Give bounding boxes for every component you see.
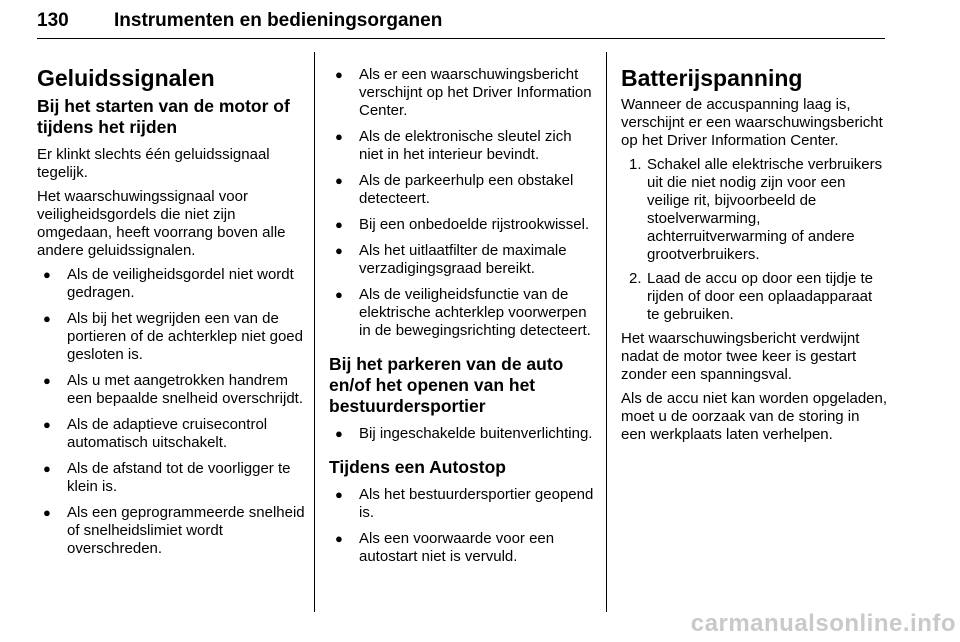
subheading-autostop: Tijdens een Autostop xyxy=(329,457,506,477)
list-item: ● Als de afstand tot de voorligger te klein is. xyxy=(43,460,291,495)
bullet-icon: ● xyxy=(335,287,343,302)
list-item: ● Als het bestuurdersportier geopend is. xyxy=(335,486,594,521)
list-item: ● Bij ingeschakelde buitenverlichting. xyxy=(335,425,593,442)
list-item: ● Als de parkeerhulp een obstakel detecteert. xyxy=(335,172,574,207)
numbered-list xyxy=(621,156,887,324)
list-item: ● Als de elektronische sleutel zich niet in het interieur bevindt. xyxy=(335,128,572,163)
paragraph: Wanneer de accuspanning laag is, verschijnt er een waarschuwingsbericht op het Driver Information Center. xyxy=(621,96,883,149)
column-3 xyxy=(621,52,887,450)
heading-geluidssignalen: Geluidssignalen xyxy=(37,65,215,91)
column-divider-1 xyxy=(314,52,315,612)
column-divider-2 xyxy=(606,52,607,612)
bullet-icon: ● xyxy=(43,417,51,432)
paragraph: Het waarschuwingsbericht verdwijnt nadat de motor twee keer is gestart zonder een spanningsval. xyxy=(621,330,860,383)
bullet-icon: ● xyxy=(43,505,51,520)
bullet-icon: ● xyxy=(335,217,343,232)
bullet-icon: ● xyxy=(43,461,51,476)
bullet-icon: ● xyxy=(43,267,51,282)
paragraph: Als de accu niet kan worden opgeladen, moet u de oorzaak van de storing in een werkplaats laten verhelpen. xyxy=(621,390,888,443)
list-item: 1. Schakel alle elektrische verbruikers uit die niet nodig zijn voor een veilige rit, bijvoorbeeld de stoelverwarming, achterruitverwarming of andere grootverbruikers. xyxy=(629,156,883,263)
page-header xyxy=(37,2,885,39)
list-item: ● Als bij het wegrijden een van de portieren of de achterklep niet goed gesloten is. xyxy=(43,310,303,363)
list-item: ● Als u met aangetrokken handrem een bepaalde snelheid overschrijdt. xyxy=(43,372,303,407)
paragraph: Er klinkt slechts één geluidssignaal tegelijk. xyxy=(37,146,270,181)
bullet-icon: ● xyxy=(335,173,343,188)
list-item: ● Als een voorwaarde voor een autostart niet is vervuld. xyxy=(335,530,555,565)
section-title: Instrumenten en bedieningsorganen xyxy=(114,10,443,31)
paragraph: Het waarschuwingssignaal voor veiligheidsgordels die niet zijn omgedaan, heeft voorrang boven alle andere geluidssignalen. xyxy=(37,188,286,259)
watermark: carmanualsonline.info xyxy=(690,610,956,637)
list-item: ● Als de veiligheidsfunctie van de elektrische achterklep voorwerpen in de bewegingsrichting detecteert. xyxy=(335,286,591,339)
bullet-icon: ● xyxy=(335,243,343,258)
bullet-icon: ● xyxy=(335,426,343,441)
bullet-icon: ● xyxy=(43,373,51,388)
bullet-icon: ● xyxy=(43,311,51,326)
page-number: 130 xyxy=(37,10,69,31)
bullet-list xyxy=(329,66,595,340)
bullet-icon: ● xyxy=(335,487,343,502)
bullet-icon: ● xyxy=(335,67,343,82)
list-item: ● Als de veiligheidsgordel niet wordt gedragen. xyxy=(43,266,294,301)
list-item: ● Als het uitlaatfilter de maximale verzadigingsgraad bereikt. xyxy=(335,242,567,277)
column-1 xyxy=(37,52,305,566)
list-item: ● Bij een onbedoelde rijstrookwissel. xyxy=(335,216,590,233)
subheading-parkeren: Bij het parkeren van de auto en/of het openen van het bestuurdersportier xyxy=(329,354,564,416)
list-item: ● Als de adaptieve cruisecontrol automatisch uitschakelt. xyxy=(43,416,268,451)
list-item: ● Als er een waarschuwingsbericht verschijnt op het Driver Information Center. xyxy=(335,66,592,119)
list-item: ● Als een geprogrammeerde snelheid of snelheidslimiet wordt overschreden. xyxy=(43,504,305,557)
bullet-list xyxy=(329,486,595,566)
bullet-list xyxy=(329,425,595,443)
bullet-icon: ● xyxy=(335,531,343,546)
bullet-icon: ● xyxy=(335,129,343,144)
list-item: 2. Laad de accu op door een tijdje te rijden of door een oplaadapparaat te gebruiken. xyxy=(629,270,874,323)
bullet-list xyxy=(37,266,305,558)
subheading-starten: Bij het starten van de motor of tijdens het rijden xyxy=(37,96,290,137)
heading-batterijspanning: Batterijspanning xyxy=(621,65,803,91)
column-2 xyxy=(329,52,595,574)
